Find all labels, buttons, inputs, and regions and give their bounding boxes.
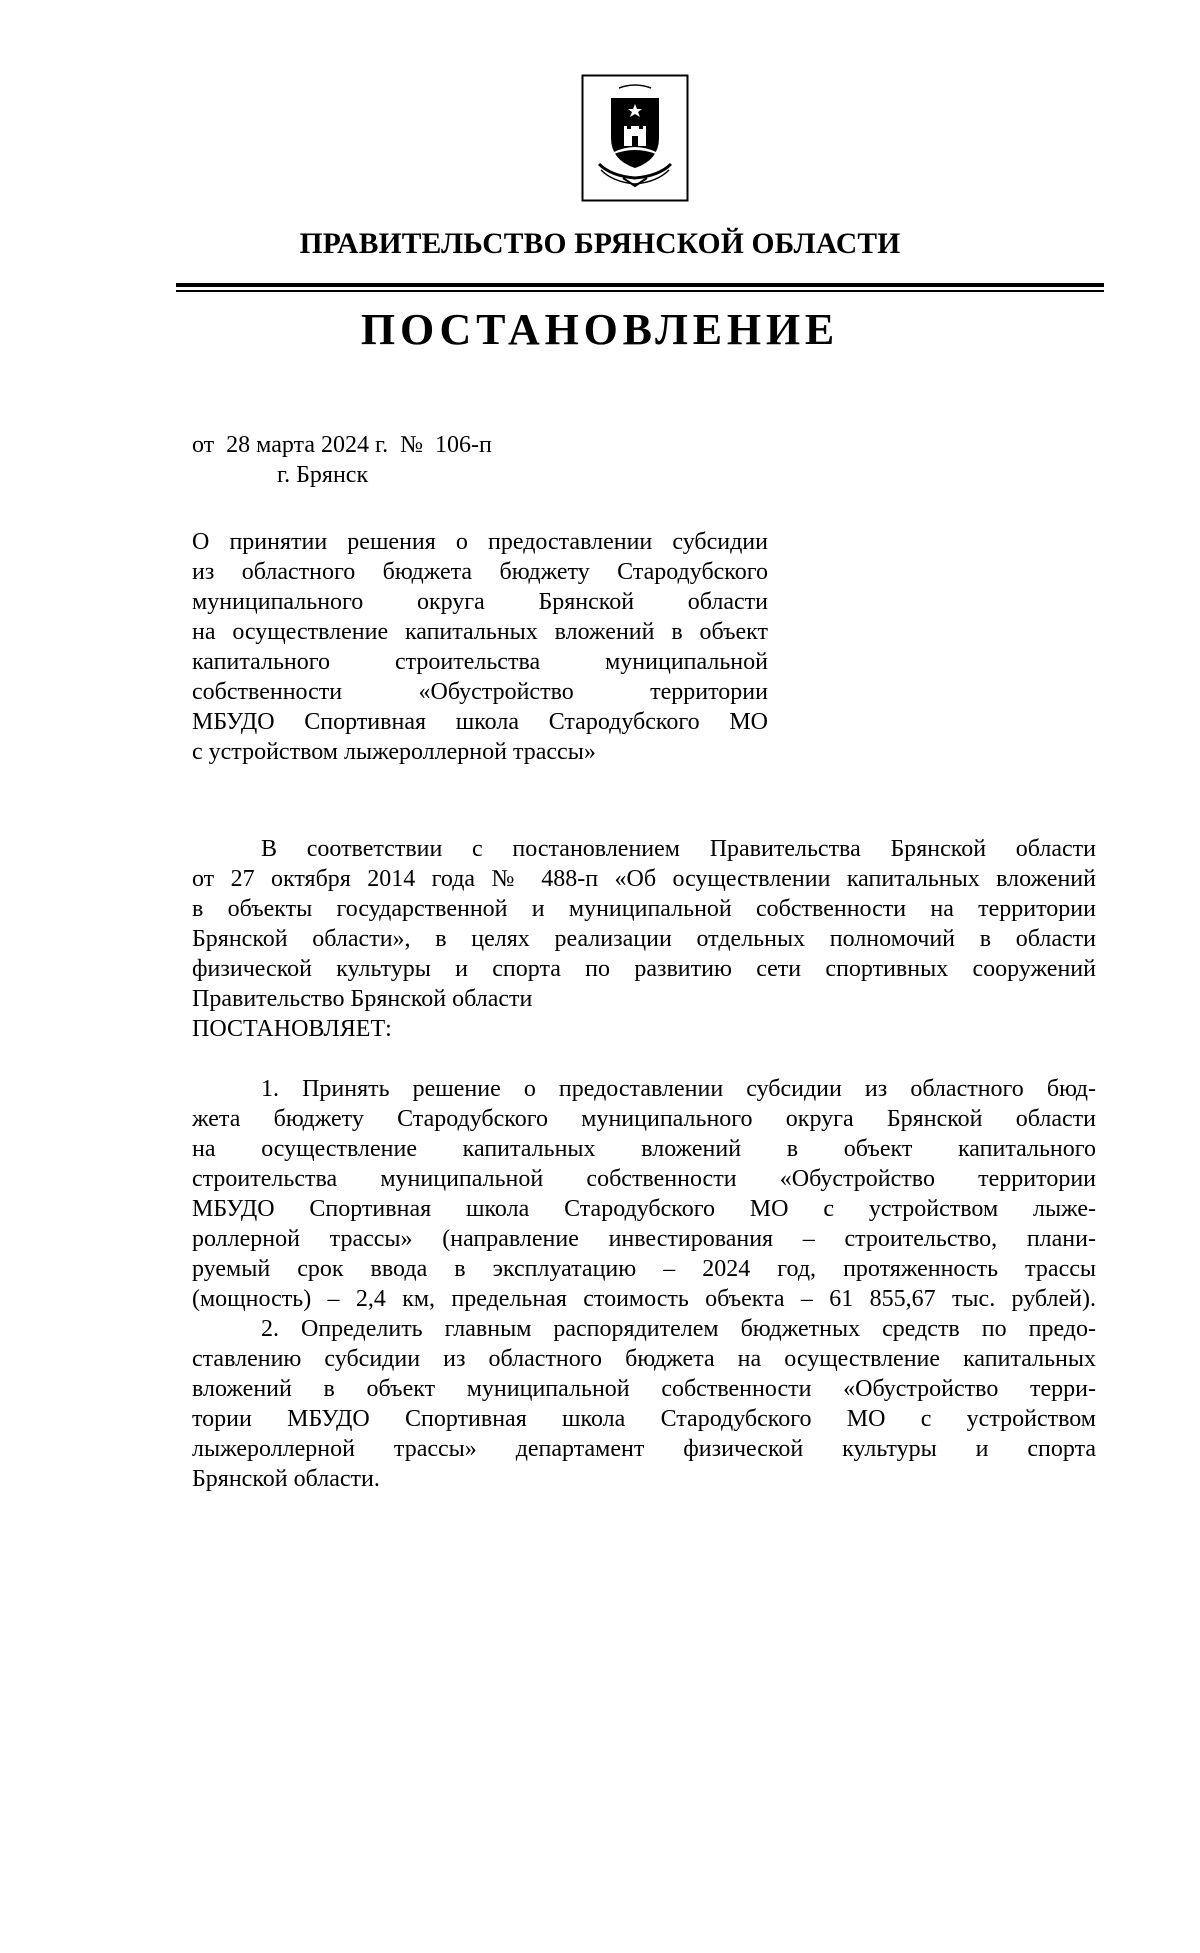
date-number-line: от 28 марта 2024 г. № 106-п (192, 432, 492, 458)
preamble-line: от 27 октября 2014 года № 488-п «Об осуществлении капитальных вложений (192, 866, 1096, 892)
preamble-line: Брянской области», в целях реализации отдельных полномочий в области (192, 926, 1096, 952)
item-1-line: жета бюджету Стародубского муниципального округа Брянской области (192, 1106, 1096, 1132)
item-1-line: на осуществление капитальных вложений в объект капитального (192, 1136, 1096, 1162)
subject-line: собственности «Обустройство территории (192, 679, 768, 705)
resolves-heading: ПОСТАНОВЛЯЕТ: (192, 1016, 392, 1042)
item-2-line: Брянской области. (192, 1466, 380, 1492)
item-2-line: вложений в объект муниципальной собственности «Обустройство терри- (192, 1376, 1096, 1402)
header-rule-thick (176, 283, 1104, 287)
subject-line: муниципального округа Брянской области (192, 589, 768, 615)
subject-line: на осуществление капитальных вложений в объект (192, 619, 768, 645)
preamble-line: Правительство Брянской области (192, 986, 533, 1012)
coat-of-arms (581, 74, 689, 202)
item-1-line: МБУДО Спортивная школа Стародубского МО с устройством лыже- (192, 1196, 1096, 1222)
item-2-line: 2. Определить главным распорядителем бюджетных средств по предо- (261, 1316, 1096, 1342)
item-1-line: роллерной трассы» (направление инвестирования – строительство, плани- (192, 1226, 1096, 1252)
item-1-line: строительства муниципальной собственности «Обустройство территории (192, 1166, 1096, 1192)
item-1-line: руемый срок ввода в эксплуатацию – 2024 год, протяженность трассы (192, 1256, 1096, 1282)
preamble-line: в объекты государственной и муниципальной собственности на территории (192, 896, 1096, 922)
item-2-line: тории МБУДО Спортивная школа Стародубского МО с устройством (192, 1406, 1096, 1432)
preamble-line: физической культуры и спорта по развитию сети спортивных сооружений (192, 956, 1096, 982)
subject-line: капитального строительства муниципальной (192, 649, 768, 675)
subject-line: МБУДО Спортивная школа Стародубского МО (192, 709, 768, 735)
preamble-line: В соответствии с постановлением Правительства Брянской области (261, 836, 1096, 862)
item-1-line: 1. Принять решение о предоставлении субсидии из областного бюд- (261, 1076, 1096, 1102)
subject-line: с устройством лыжероллерной трассы» (192, 739, 596, 765)
header-rule-thin (176, 290, 1104, 292)
subject-line: из областного бюджета бюджету Стародубского (192, 559, 768, 585)
document-type-title: ПОСТАНОВЛЕНИЕ (360, 305, 840, 354)
item-2-line: лыжероллерной трассы» департамент физической культуры и спорта (192, 1436, 1096, 1462)
bryansk-oblast-coat-of-arms-icon (581, 74, 689, 202)
city-line: г. Брянск (277, 462, 369, 488)
subject-line: О принятии решения о предоставлении субсидии (192, 529, 768, 555)
item-2-line: ставлению субсидии из областного бюджета на осуществление капитальных (192, 1346, 1096, 1372)
organization-name: ПРАВИТЕЛЬСТВО БРЯНСКОЙ ОБЛАСТИ (299, 228, 901, 260)
item-1-line: (мощность) – 2,4 км, предельная стоимость объекта – 61 855,67 тыс. рублей). (192, 1286, 1096, 1312)
